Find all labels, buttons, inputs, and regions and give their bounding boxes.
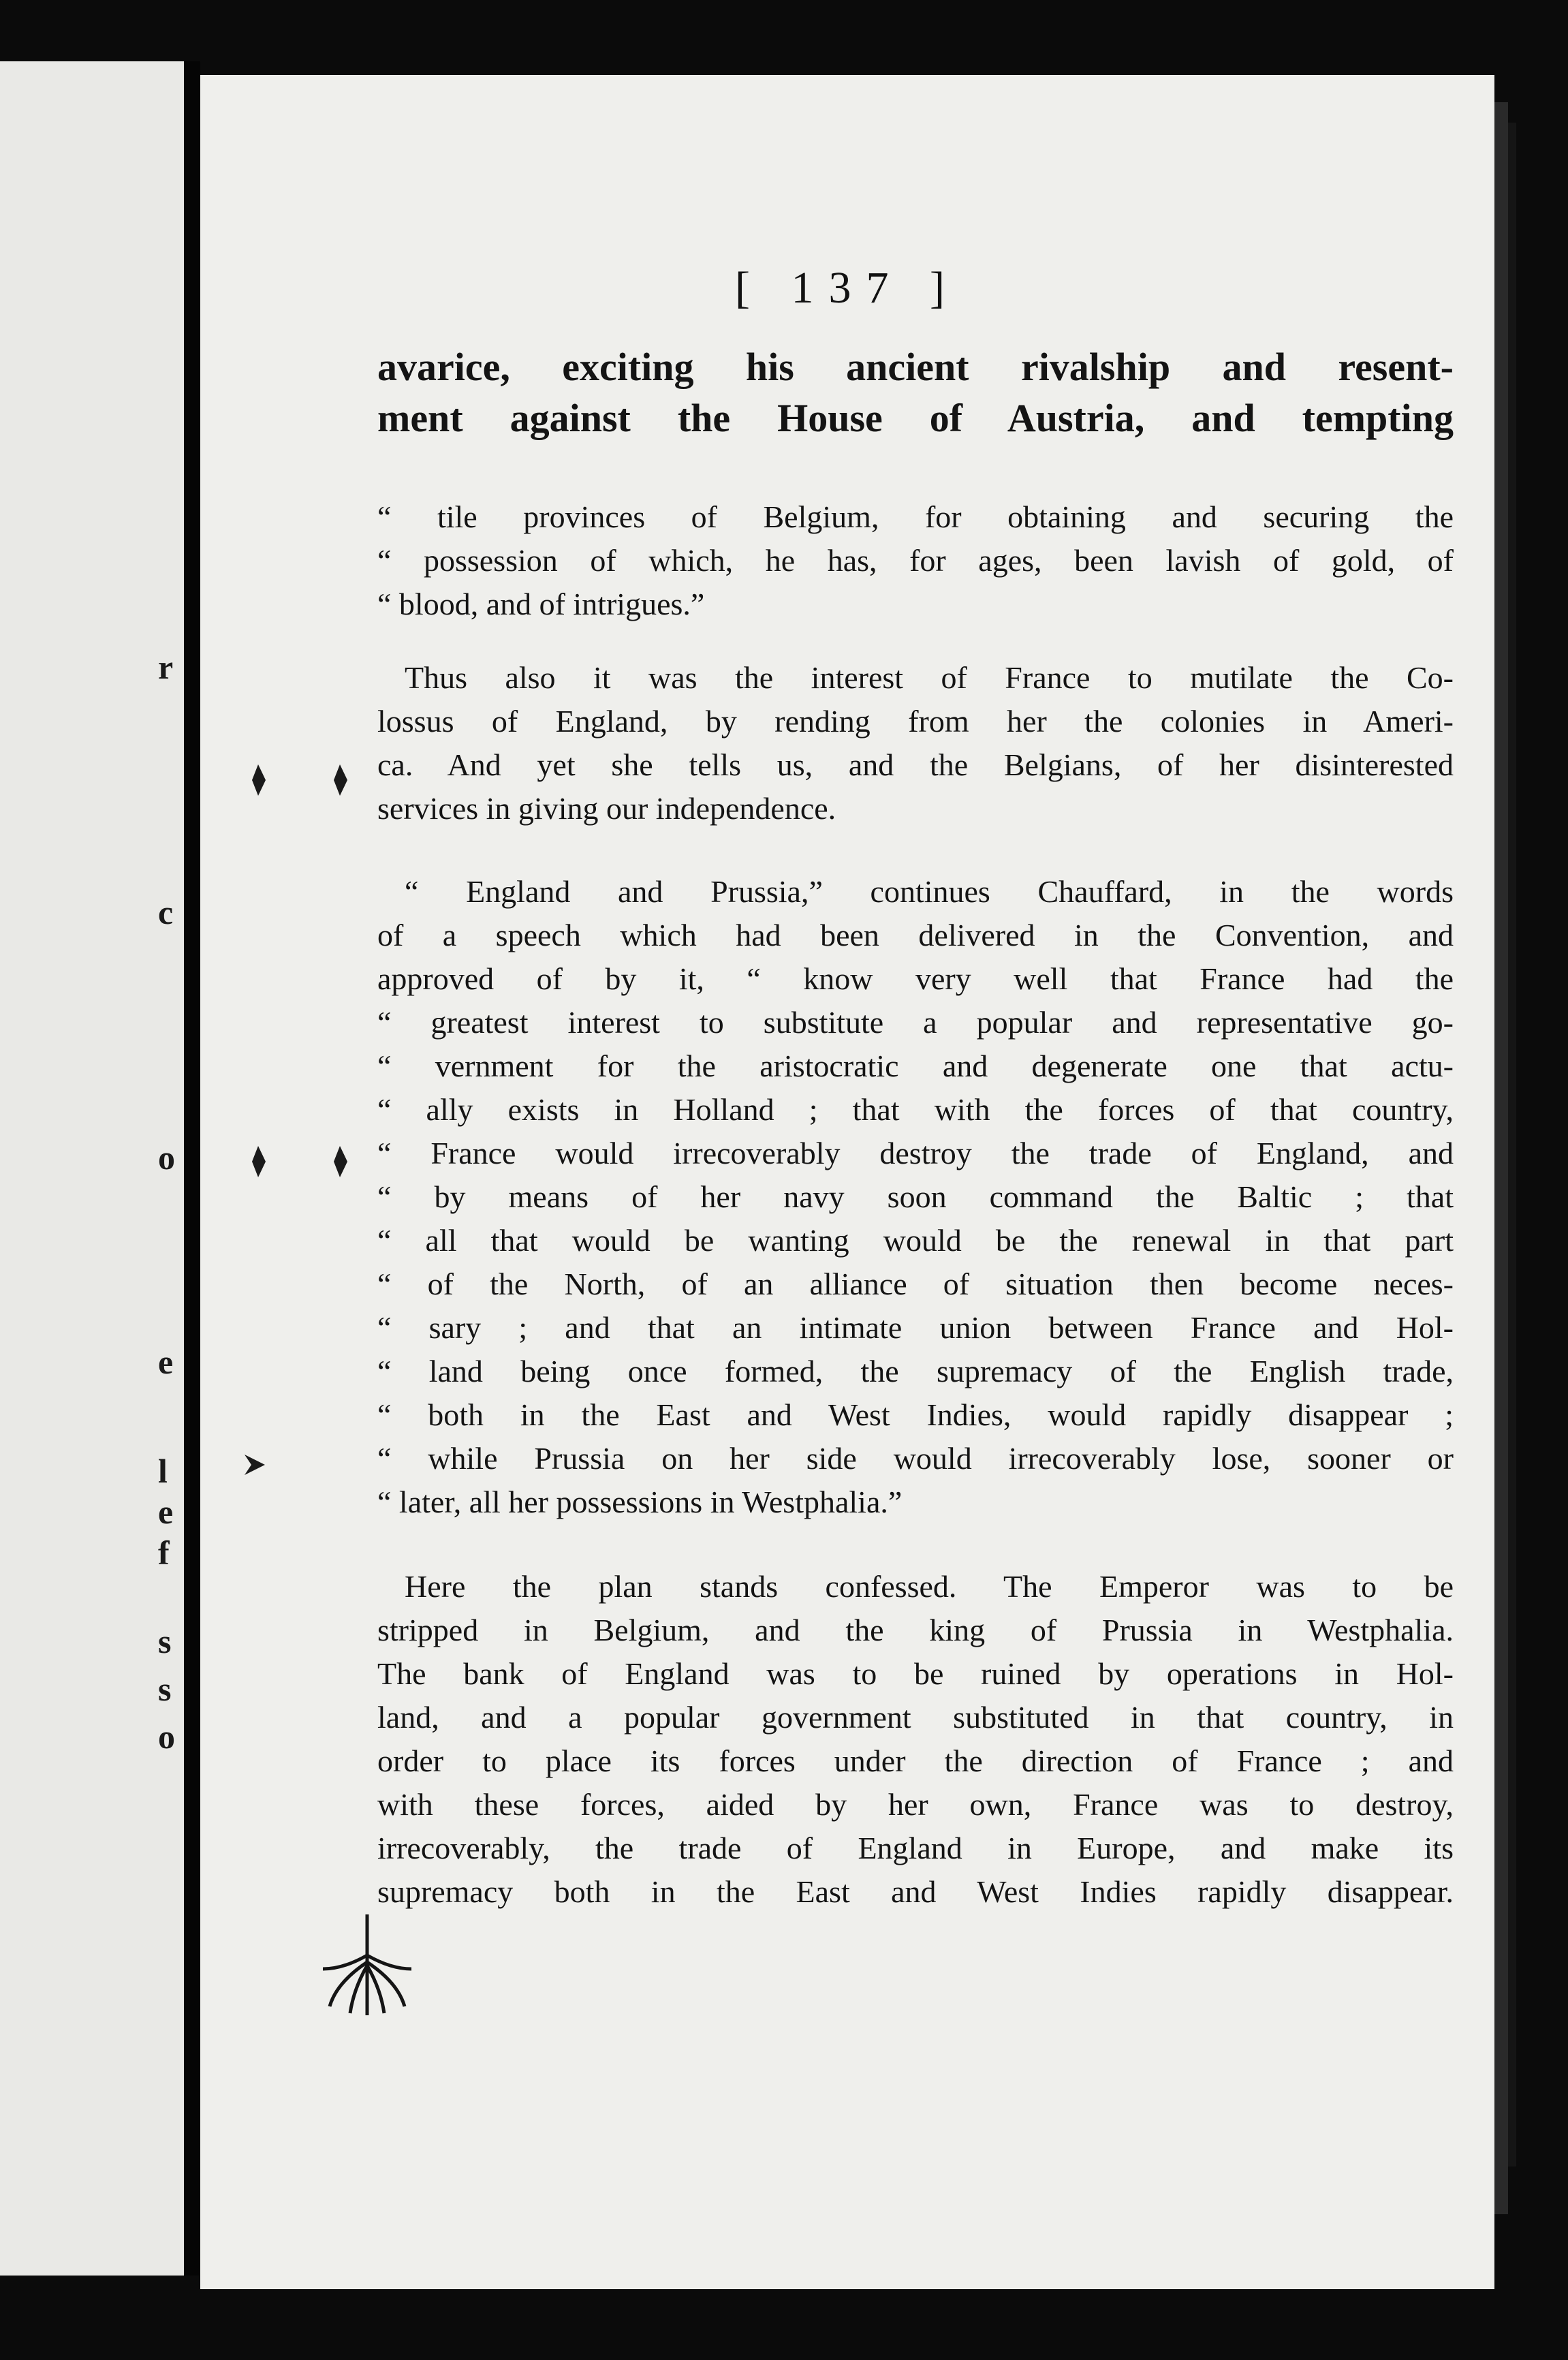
paragraph-line: “ vernment for the aristocratic and degenerate one that actu-: [377, 1049, 1454, 1083]
paragraph-line: services in giving our independence.: [377, 791, 836, 826]
facing-page-edge: [0, 61, 184, 2276]
paragraph-line: “ England and Prussia,” continues Chauffard, in the words: [405, 874, 1454, 909]
quote-line: “ blood, and of intrigues.”: [377, 587, 705, 621]
paragraph-line: lossus of England, by rending from her the colonies in Ameri-: [377, 704, 1454, 739]
book-gutter: [184, 61, 200, 2276]
paragraph-line: Here the plan stands confessed. The Emperor was to be: [405, 1569, 1454, 1604]
page-number: [ 137 ]: [735, 263, 960, 313]
ink-blot-icon: [248, 1145, 268, 1179]
ink-blot-icon: [330, 1145, 350, 1179]
paragraph-line: ca. And yet she tells us, and the Belgians, of her disinterested: [377, 747, 1454, 782]
facing-page-letter: l: [158, 1452, 168, 1490]
paragraph-line: irrecoverably, the trade of England in Europe, and make its: [377, 1831, 1454, 1865]
page-edge-dark: [1508, 123, 1516, 2167]
paragraph-line: Thus also it was the interest of France to mutilate the Co-: [405, 660, 1454, 695]
paragraph-line: approved of by it, “ know very well that France had the: [377, 961, 1454, 996]
paragraph-line: “ later, all her possessions in Westphalia.”: [377, 1485, 903, 1519]
facing-page-letter: f: [158, 1534, 170, 1572]
fleuron-ornament-icon: [316, 1914, 418, 2017]
paragraph-line: stripped in Belgium, and the king of Prussia in Westphalia.: [377, 1613, 1454, 1647]
paragraph-line: “ France would irrecoverably destroy the trade of England, and: [377, 1136, 1454, 1170]
paragraph-line: “ both in the East and West Indies, would rapidly disappear ;: [377, 1397, 1454, 1432]
continuation-line: ment against the House of Austria, and tempting: [377, 396, 1454, 440]
paragraph-line: “ greatest interest to substitute a popular and representative go-: [377, 1005, 1454, 1040]
facing-page-letter: o: [158, 1138, 175, 1177]
ink-blot-icon: [248, 763, 268, 797]
book-page: [200, 75, 1494, 2289]
paragraph-line: “ all that would be wanting would be the renewal in that part: [377, 1223, 1454, 1258]
continuation-line: avarice, exciting his ancient rivalship and resent-: [377, 345, 1454, 389]
facing-page-letter: r: [158, 648, 174, 686]
paragraph-line: order to place its forces under the direction of France ; and: [377, 1743, 1454, 1778]
paragraph-line: “ sary ; and that an intimate union between France and Hol-: [377, 1310, 1454, 1345]
paragraph-line: “ ally exists in Holland ; that with the forces of that country,: [377, 1092, 1454, 1127]
paragraph-line: of a speech which had been delivered in the Convention, and: [377, 918, 1454, 952]
facing-page-letter: e: [158, 1493, 174, 1531]
facing-page-letter: c: [158, 893, 174, 931]
paragraph-line: land, and a popular government substituted in that country, in: [377, 1700, 1454, 1735]
paragraph-line: “ of the North, of an alliance of situation then become neces-: [377, 1267, 1454, 1301]
paragraph-line: “ while Prussia on her side would irrecoverably lose, sooner or: [377, 1441, 1454, 1476]
facing-page-letter: e: [158, 1343, 174, 1381]
paragraph-line: The bank of England was to be ruined by operations in Hol-: [377, 1656, 1454, 1691]
ink-blot-icon: [330, 763, 350, 797]
facing-page-letter: s: [158, 1622, 172, 1660]
quote-line: “ possession of which, he has, for ages, been lavish of gold, of: [377, 543, 1454, 578]
facing-page-letter: o: [158, 1718, 175, 1756]
paragraph-line: “ by means of her navy soon command the Baltic ; that: [377, 1179, 1454, 1214]
paragraph-line: “ land being once formed, the supremacy of the English trade,: [377, 1354, 1454, 1388]
paragraph-line: with these forces, aided by her own, France was to destroy,: [377, 1787, 1454, 1822]
facing-page-letter: s: [158, 1670, 172, 1708]
paragraph-line: supremacy both in the East and West Indies rapidly disappear.: [377, 1874, 1454, 1909]
quote-line: “ tile provinces of Belgium, for obtaining and securing the: [377, 499, 1454, 534]
ink-blot-icon: [241, 1451, 268, 1478]
page-edge-shadow: [1494, 102, 1508, 2214]
